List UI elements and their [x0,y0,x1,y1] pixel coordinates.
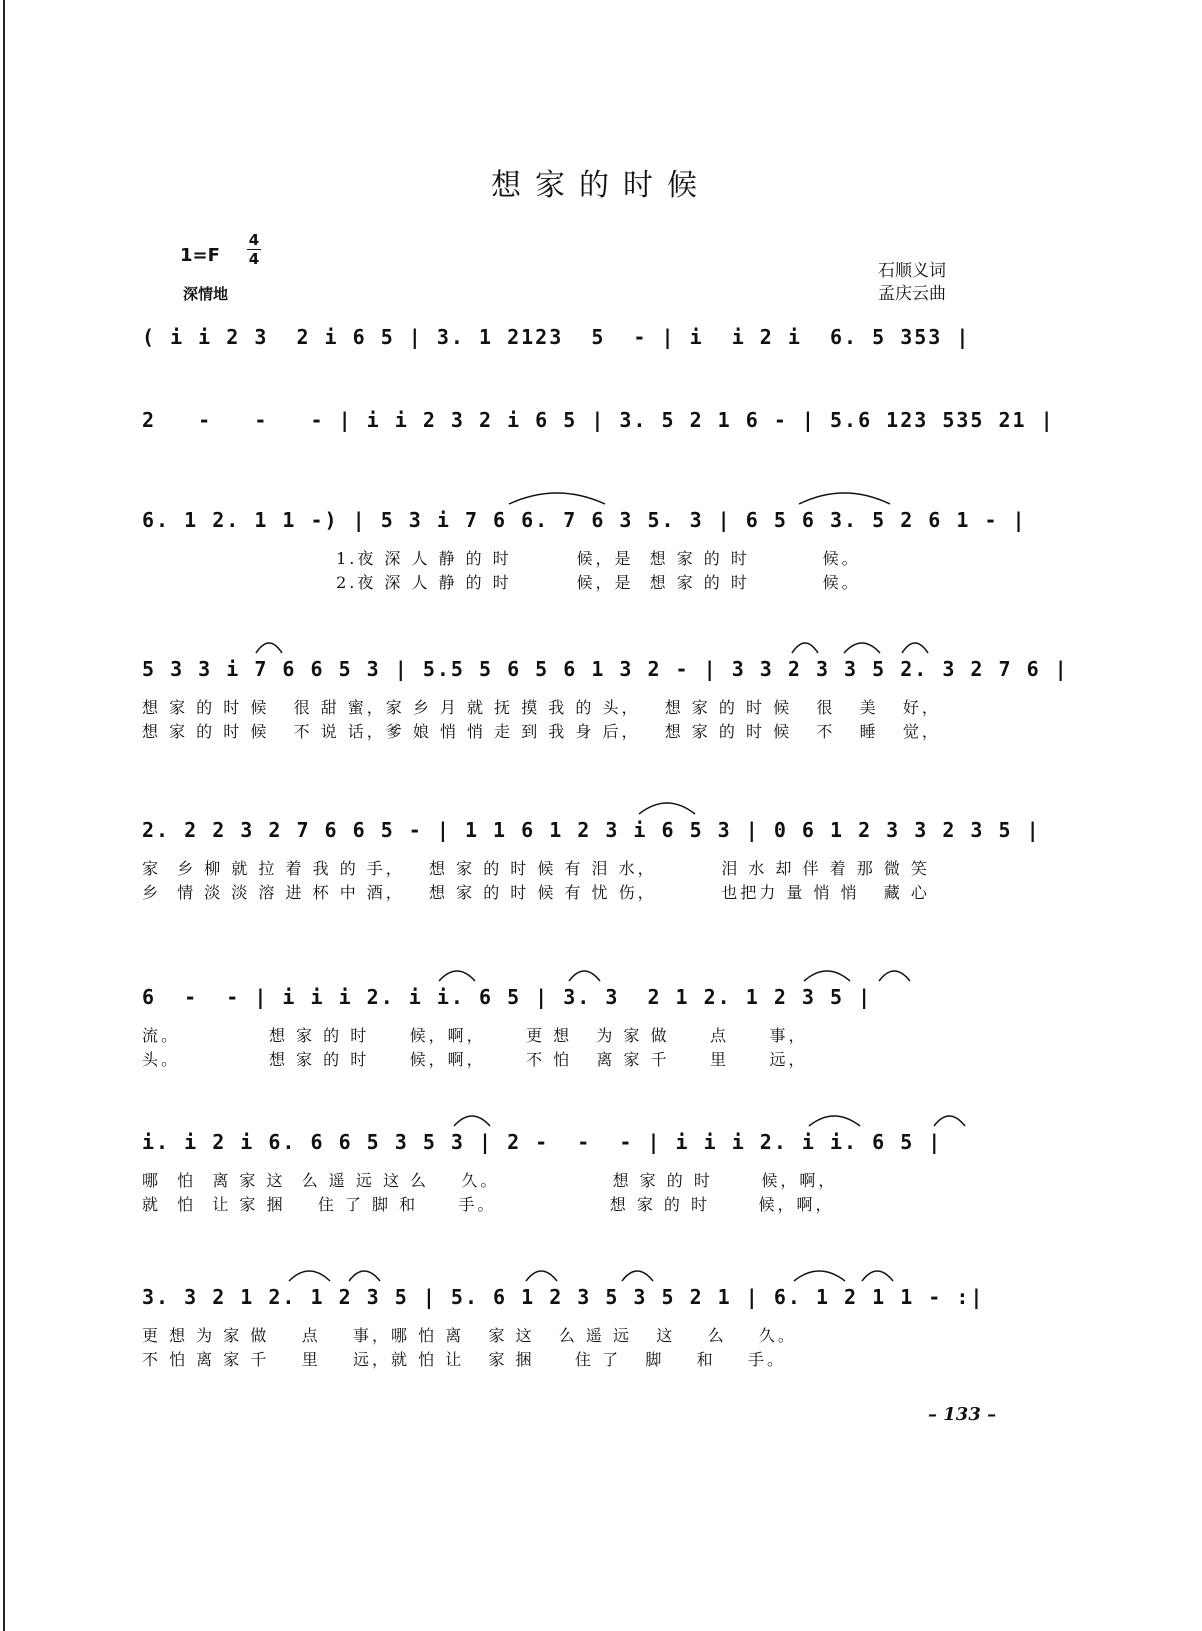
notes-line: ( i i 2 3 2 i 6 5 | 3. 1 2123 5 - | i i 2 i 6. 5 353 | [142,325,971,349]
slur-mark [797,486,892,506]
notes-line: 2 - - - | i i 2 3 2 i 6 5 | 3. 5 2 1 6 - | 5.6 123 535 21 | [142,408,1055,432]
lyrics-verse-1: 哪 怕 离 家 这 么 遥 远 这 么 久。 想 家 的 时 候，啊， [142,1171,838,1190]
slur-mark [254,635,284,655]
notes-line: 6. 1 2. 1 1 -) | 5 3 i 7 6 6. 7 6 3 5. 3 | 6 5 6 3. 5 2 6 1 - | [142,508,1027,532]
slur-mark [807,1108,862,1128]
notes-line: 3. 3 2 1 2. 1 2 3 5 | 5. 6 1 2 3 5 3 5 2 1 | 6. 1 2 1 1 - :| [142,1285,985,1309]
lyrics-verse-1: 1.夜 深 人 静 的 时 候，是 想 家 的 时 候。 [142,549,861,568]
lyrics-verse-1: 更 想 为 家 做 点 事，哪 怕 离 家 这 么 遥 远 这 么 久。 [142,1326,797,1345]
page-border-line [3,0,5,1631]
slur-mark [932,1108,967,1128]
slur-mark [802,963,852,983]
composer-credit: 孟庆云曲 [878,284,946,304]
slur-mark [877,963,912,983]
notes-line: 5 3 3 i 7 6 6 5 3 | 5.5 5 6 5 6 1 3 2 - | 3 3 2 3 3 5 2. 3 2 7 6 | [142,657,1069,681]
slur-mark [790,635,820,655]
slur-mark [792,1263,847,1283]
slur-mark [287,1263,332,1283]
page-number: – 133 – [928,1404,997,1425]
notes-line: 2. 2 2 3 2 7 6 6 5 - | 1 1 6 1 2 3 i 6 5 3 | 0 6 1 2 3 3 2 3 5 | [142,818,1041,842]
slur-mark [900,635,930,655]
lyrics-verse-2: 乡 情 淡 淡 溶 进 杯 中 酒， 想 家 的 时 候 有 忧 伤， 也把力 量 悄 悄 藏 心 [142,883,930,902]
slur-mark [524,1263,559,1283]
time-signature-bottom: 4 [248,250,260,268]
slur-mark [620,1263,655,1283]
lyrics-verse-2: 就 怕 让 家 捆 住 了 脚 和 手。 想 家 的 时 候，啊， [142,1195,835,1214]
slur-mark [452,1108,492,1128]
lyrics-verse-1: 流。 想 家 的 时 候，啊， 更 想 为 家 做 点 事， [142,1026,808,1045]
lyrics-verse-1: 想 家 的 时 候 很 甜 蜜，家 乡 月 就 抚 摸 我 的 头， 想 家 的 时 候 很 美 好， [142,698,941,717]
lyrics-verse-2: 2.夜 深 人 静 的 时 候，是 想 家 的 时 候。 [142,573,861,592]
song-title: 想家的时候 [491,168,711,203]
slur-mark [860,1263,895,1283]
lyrics-verse-2: 头。 想 家 的 时 候，啊， 不 怕 离 家 千 里 远， [142,1050,808,1069]
slur-mark [507,486,607,506]
key-signature: 1=F [180,245,220,266]
lyricist-credit: 石顺义词 [878,261,946,281]
lyrics-verse-1: 家 乡 柳 就 拉 着 我 的 手， 想 家 的 时 候 有 泪 水， 泪 水 却 伴 着 那 微 笑 [142,859,930,878]
notes-line: 6 - - | i i i 2. i i. 6 5 | 3. 3 2 1 2. 1 2 3 5 | [142,985,873,1009]
slur-mark [637,796,697,816]
slur-mark [437,963,477,983]
slur-mark [567,963,602,983]
time-signature [247,232,261,267]
lyrics-verse-2: 想 家 的 时 候 不 说 话，爹 娘 悄 悄 走 到 我 身 后， 想 家 的 时 候 不 睡 觉， [142,722,941,741]
tempo-marking: 深情地 [183,285,229,303]
notes-line: i. i 2 i 6. 6 6 5 3 5 3 | 2 - - - | i i i 2. i i. 6 5 | [142,1130,943,1154]
slur-mark [842,635,882,655]
time-signature-top: 4 [248,231,260,249]
lyrics-verse-2: 不 怕 离 家 千 里 远，就 怕 让 家 捆 住 了 脚 和 手。 [142,1350,787,1369]
slur-mark [347,1263,382,1283]
